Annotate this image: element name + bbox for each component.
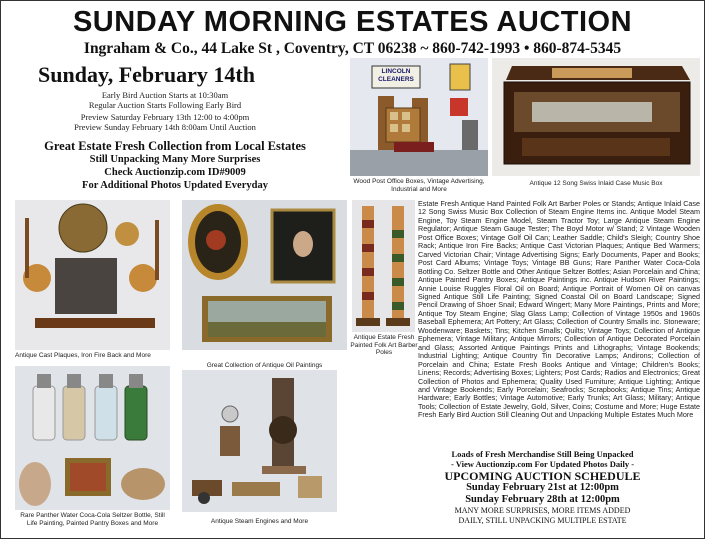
auction-title: SUNDAY MORNING ESTATES AUCTION (72, 6, 633, 38)
auction-address: Ingraham & Co., 44 Lake St , Coventry, CT 06238 ~ 860-742-1993 • 860-874-5345 (83, 40, 622, 57)
photo-post-office-boxes (350, 58, 488, 176)
photo-cast-plaques (15, 200, 170, 350)
loads-line-1: Loads of Fresh Merchandise Still Being Unpacked (451, 449, 634, 459)
photo-seltzer-bottles (15, 366, 170, 510)
preview-saturday: Preview Saturday February 13th 12:00 to 4:00pm (80, 112, 250, 122)
footer-note (390, 506, 695, 525)
auction-schedule (390, 470, 695, 505)
loads-notice (390, 449, 695, 469)
plaques-illustration (15, 200, 170, 350)
early-bird-time: Early Bird Auction Starts at 10:30am (101, 90, 229, 100)
photo-oil-paintings (182, 200, 347, 350)
caption-steam: Antique Steam Engines and More (210, 518, 309, 525)
caption-oil-paintings: Great Collection of Antique Oil Paintings (206, 362, 323, 369)
caption-music-box: Antique 12 Song Swiss Inlaid Case Music Box (529, 180, 663, 187)
highlight-line-3: Check Auctionzip.com ID#9009 (104, 167, 246, 178)
highlight-line-2: Still Unpacking Many More Surprises (89, 154, 261, 165)
caption-seltzer: Rare Panther Water Coca-Cola Seltzer Bottle, Still Life Painting, Painted Pantry Boxes and More (20, 512, 165, 527)
caption-barber-poles: Antique Estate Fresh Painted Folk Art Barber Poles (350, 334, 418, 356)
paintings-illustration (182, 200, 347, 350)
steam-engines-illustration (182, 370, 337, 512)
caption-cast-plaques: Antique Cast Plaques, Iron Fire Back and More (15, 352, 151, 359)
auction-date: Sunday, February 14th (38, 62, 255, 87)
highlight-line-1: Great Estate Fresh Collection from Local Estates (44, 139, 306, 153)
estate-highlight (0, 140, 350, 192)
photo-music-box (492, 58, 700, 176)
seltzer-illustration (15, 366, 170, 510)
photo-steam-engines (182, 370, 337, 512)
loads-line-2: - View Auctionzip.com For Updated Photos Daily - (450, 459, 635, 469)
regular-time: Regular Auction Starts Following Early Bird (88, 100, 242, 110)
music-box-illustration (492, 58, 700, 176)
schedule-heading: UPCOMING AUCTION SCHEDULE (444, 469, 641, 483)
highlight-line-4: For Additional Photos Updated Everyday (82, 180, 268, 191)
barber-poles-illustration (352, 200, 415, 332)
footer-line-1: MANY MORE SURPRISES, MORE ITEMS ADDED (454, 506, 631, 515)
footer-line-2: DAILY, STILL UNPACKING MULTIPLE ESTATE (458, 515, 627, 525)
schedule-date-2: Sunday February 28th at 12:00pm (465, 493, 620, 505)
schedule-date-1: Sunday February 21st at 12:00pm (466, 482, 619, 493)
caption-post-office: Wood Post Office Boxes, Vintage Advertising, Industrial and More (353, 178, 485, 193)
photo-barber-poles (352, 200, 415, 332)
lincoln-cleaners-sign: LINCOLN CLEANERS (378, 68, 414, 83)
preview-sunday: Preview Sunday February 14th 8:00am Until Auction (74, 122, 256, 132)
item-description: Estate Fresh Antique Hand Painted Folk Art Barber Poles or Stands; Antique Inlaid Case 12 Song Swiss Music Box Collection of Steam Engine Items inc. Antique Model Steam Engine, Toy Steam Engine Model, Steam Tractor Toy; Large Antique Steam Engine Regulator; Antique Steam Gauge Tester; The Boyd Motor w/ Stand; 2 Vintage Wooden Post Office Boxes; Vintage Golf Oil Can; Leather Saddle; Child's Sleigh; Country Shoe Rack; Antique Iron Fire Backs; Antique Cast Victorian Plaques; Antique Bed Warmers; Carved Victorian Chair; Vintage Advertising Signs; Early Documents, Paper and Books; Post Card Albums; Vintage Toys; Vintage BB Guns; Rare Panther Water Coca-Cola Bottling Co. Seltzer Bottle and Other Antique Seltzer Bottles; Asian Porcelain and China; Antique Painted Pantry Boxes; Antique Paintings inc. Antique Hudson River Paintings; Annie Louise Ruggles Floral Oil on Board; Antique Portrait of Women Oil on canvas Signed Antique Still Life Painting; Signed Coastal Oil on Board Landscape; Signed Pencil Drawing of Shoer Snail; Edward Wingert; Many More Paintings, Prints and More; Antique Toy Steam Engine; Slag Glass Lamp; Collection of Vintage 1950s and 1960s Baseball Ephemera; Art Pottery; Art Glass; Collection of Country Smalls inc. Stoneware; Woodenware; Baskets; Tins; Kitchen Smalls; Quilts; Vintage Toys; Collection of Antique Ephemera; Vintage Military; Antique Mirrors; Collection of Antique Decorated Porcelain and Glass; Assorted Antique Paintings Prints and Lithographs; Vintage Bookends; Industrial Lighting; Antique Country Tin Decorative Lamps; Andirons; Collection of Porcelain and China; Estate Fresh Books Antique and Vintage; Children's Books; Linens; Records; Advertising Boxes; Lighters; Post Cards; Radios and Electronics; Great Collection of Photos and Ephemera; Quality Used Furniture; Antique Lighting; Antique and Vintage Bookends; Early Porcelain; Seafrocks; Scrapbooks; Antique Tins; Antique Hardware; Early Bottles; Vintage Automotive; Early Trunks; Art Glass; Military; Antique Tools; Collection of Estate Jewelry, Gold, Silver, Coins; Costume and More; Huge Estate Fresh Early Bird Auction Still Cleaning Out and Unpacking Multiple Estates Much More (418, 199, 700, 420)
